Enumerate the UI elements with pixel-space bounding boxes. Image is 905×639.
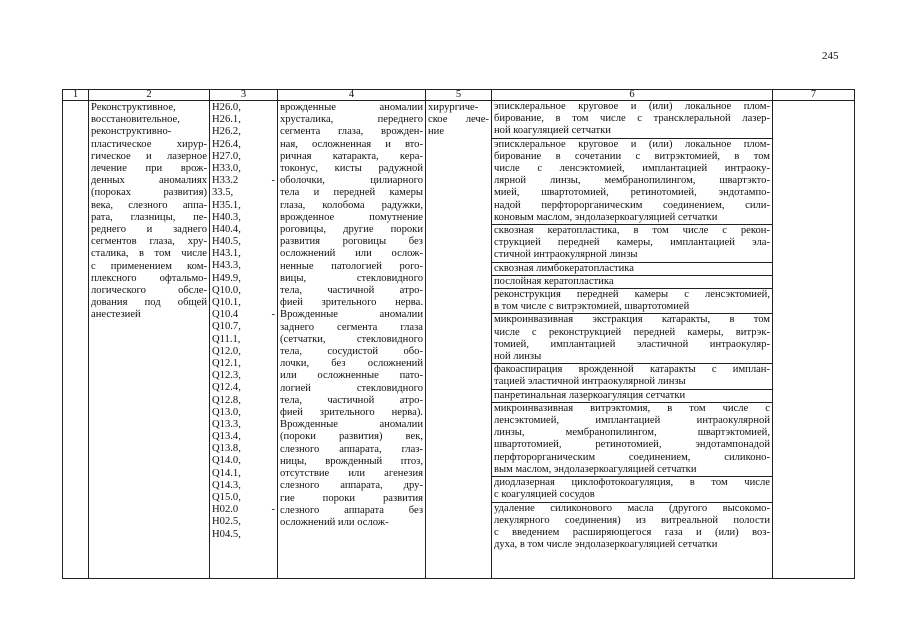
icd-code: Q10.1, xyxy=(212,297,241,308)
treatment-method-line: эписклеральное круговое и (или) локальное плом- xyxy=(494,101,770,112)
diagnosis-line: вицы, стекловидного xyxy=(280,272,423,284)
treatment-type-line: хирургиче- xyxy=(428,102,479,113)
care-type-line: гическое и лазерное xyxy=(91,150,207,162)
diagnosis-line: фией зрительного нерва). xyxy=(280,407,423,419)
diagnosis-line: тела, частичной атро- xyxy=(280,394,423,406)
care-type-line: рата, глазницы, пе- xyxy=(91,211,207,223)
treatment-method-line: ной коагуляцией сетчатки xyxy=(494,125,611,137)
treatment-method xyxy=(492,477,772,502)
icd-code: H04.5, xyxy=(212,528,241,540)
icd-code: Q12.3, xyxy=(212,370,241,382)
treatment-method-line: вым маслом, эндолазеркоагуляцией сетчатки xyxy=(494,463,697,475)
treatment-method-line: духа, в том числе эндолазеркоагуляцией сетчатки xyxy=(494,539,718,551)
icd-code: Q14.0, xyxy=(212,455,241,467)
diagnosis-line: Врожденные аномалии xyxy=(280,419,423,431)
diagnosis-line: осложнений или ослож- xyxy=(280,516,389,528)
care-type-line: плексного офтальмо- xyxy=(91,272,207,284)
treatment-method-line: сквозная кератопластика, в том числе с рекон- xyxy=(494,225,770,237)
treatment-method-line: бирование, в том числе с трансклеральной лазер- xyxy=(494,113,770,125)
diagnosis-line: токонус, кисты радужной xyxy=(280,163,423,175)
icd-code: H33.0, xyxy=(212,162,241,174)
table-row xyxy=(63,101,855,579)
diagnosis-line: развития роговицы без xyxy=(280,236,423,248)
icd-code: Q13.8, xyxy=(212,443,241,455)
treatment-methods-list xyxy=(492,101,772,551)
treatment-method xyxy=(492,503,772,552)
diagnosis-line: слезного аппарата, глаз- xyxy=(280,443,423,455)
diagnosis-line: (сетчатки, стекловидного xyxy=(280,333,423,345)
treatment-method-line: тацией эластичной интраокулярной линзы xyxy=(494,376,686,388)
icd-code: Q13.0, xyxy=(212,406,241,418)
diagnosis-line: осложнений или ослож- xyxy=(280,248,423,260)
treatment-method xyxy=(492,139,772,225)
icd-code: H35.1, xyxy=(212,199,241,211)
treatment-method xyxy=(492,289,772,314)
icd-code: Q11.1, xyxy=(212,333,241,345)
icd-code: 33.5, xyxy=(212,187,234,199)
diagnosis-line: или осложненные пато- xyxy=(280,370,423,382)
icd-code: H26.0, xyxy=(212,102,241,113)
diagnosis-line: слезного аппарата, дру- xyxy=(280,480,423,492)
icd-code: H02.5, xyxy=(212,516,241,528)
diagnosis-line: отсутствие или агенезия xyxy=(280,468,423,480)
icd-code: Q10.0, xyxy=(212,284,241,296)
treatment-method xyxy=(492,101,772,139)
treatment-method-line: эписклеральное круговое и (или) локальное плом- xyxy=(494,138,770,150)
diagnosis-line: глаза, колобома радужки, xyxy=(280,199,423,211)
treatment-methods-cell xyxy=(492,101,773,579)
icd-code: H40.5, xyxy=(212,236,241,248)
treatment-method xyxy=(492,314,772,364)
treatment-method-line: сквозная лимбокератопластика xyxy=(494,262,634,274)
treatment-method-line: удаление силиконового масла (другого высокомо- xyxy=(494,502,770,514)
care-type-line: Реконструктивное, xyxy=(91,102,176,113)
care-type-line: пластическое хирур- xyxy=(91,138,207,150)
icd-code: Q14.3, xyxy=(212,479,241,491)
treatment-method-line: ной линзы xyxy=(494,351,542,363)
care-type-line: логического обсле- xyxy=(91,285,207,297)
treatment-method xyxy=(492,364,772,389)
care-type-line: (пороках развития) xyxy=(91,187,207,199)
row-number-cell xyxy=(63,101,89,579)
diagnosis-line: ненные патологией рого- xyxy=(280,260,423,272)
treatment-type-text xyxy=(428,102,489,139)
care-type-line: дования под общей xyxy=(91,297,207,309)
diagnosis-line: логией стекловидного xyxy=(280,382,423,394)
icd-code: H02.0 - xyxy=(212,504,275,516)
diagnosis-line: тела, сосудистой обо- xyxy=(280,346,423,358)
header-cell-1: 1 xyxy=(63,90,89,101)
care-type-line: сегментов глаза, хру- xyxy=(91,236,207,248)
treatment-method-line: швартотомией, ретинотомией, эндотампонадой xyxy=(494,439,770,451)
care-type-line: реконструктивно- xyxy=(91,126,172,138)
treatment-method xyxy=(492,403,772,477)
treatment-method-line: линзы, мембранопилингом, швартэктомией, xyxy=(494,427,770,439)
treatment-method-line: в том числе с витрэктомией, швартотомией xyxy=(494,301,690,313)
icd-code: Q10.7, xyxy=(212,321,241,333)
icd-code: Q13.3, xyxy=(212,418,241,430)
diagnosis-line: Врожденные аномалии xyxy=(280,309,423,321)
treatment-method-line: диодлазерная циклофотокоагуляция, в том числе xyxy=(494,477,770,489)
diagnosis-line: оболочки, цилиарного xyxy=(280,175,423,187)
diagnosis-line: (пороки развития) век, xyxy=(280,431,423,443)
diagnosis-line: заднего сегмента глаза xyxy=(280,321,423,333)
header-row xyxy=(63,90,855,101)
treatment-method-line: факоаспирация врожденной катаракты с имплан- xyxy=(494,364,770,376)
treatment-method-line: лекулярного соединения) из витреальной полости xyxy=(494,514,770,526)
header-cell-7: 7 xyxy=(773,90,855,101)
treatment-method xyxy=(492,276,772,289)
treatment-method-line: перфторорганическим соединением, силиконо- xyxy=(494,451,770,463)
icd-code: Q10.4 - xyxy=(212,309,275,321)
treatment-method-line: послойная кератопластика xyxy=(494,275,614,287)
treatment-method-line: коновым маслом, эндолазеркоагуляцией сетчатки xyxy=(494,211,718,223)
treatment-method-line: томией, имплантацией эластичной интраокуляр- xyxy=(494,338,770,350)
header-cell-6: 6 xyxy=(492,90,773,101)
page-number: 245 xyxy=(822,50,839,62)
diagnosis-line: сегмента глаза, врожден- xyxy=(280,126,423,138)
icd-code: Q15.0, xyxy=(212,492,241,503)
diagnosis-line: ная, осложненная и вто- xyxy=(280,138,423,150)
diagnosis-text xyxy=(280,102,423,529)
care-type-text xyxy=(91,102,207,322)
treatment-method-line: струкцией передней камеры, имплантацией эла- xyxy=(494,237,770,249)
treatment-method-line: с введением расширяющегося газа и (или) воз- xyxy=(494,526,770,538)
diagnosis-line: лочки, без осложнений xyxy=(280,358,423,370)
care-type-line: лечение при врож- xyxy=(91,163,207,175)
treatment-method-line: лярной линзы, мембранопилингом, швартэкто- xyxy=(494,175,770,187)
treatment-method-line: микроинвазивная экстракция катаракты, в том xyxy=(494,314,770,326)
diagnosis-line: врожденное помутнение xyxy=(280,211,423,223)
icd-code: H33.2 - xyxy=(212,175,275,187)
diagnosis-line: слезного аппарата без xyxy=(280,504,423,516)
icd-code: Q13.4, xyxy=(212,431,241,443)
care-type-line: сталика, в том числе xyxy=(91,248,207,260)
diagnosis-cell xyxy=(278,101,426,579)
care-type-line: анестезией xyxy=(91,309,141,321)
header-cell-3: 3 xyxy=(210,90,278,101)
icd-code: H43.1, xyxy=(212,248,241,260)
icd-code: Q14.1, xyxy=(212,467,241,479)
icd-code: H26.1, xyxy=(212,114,241,126)
care-type-line: века, слезного аппа- xyxy=(91,199,207,211)
medical-care-table xyxy=(62,89,855,579)
diagnosis-line: тела, частичной атро- xyxy=(280,285,423,297)
care-type-cell xyxy=(89,101,210,579)
cost-cell xyxy=(773,101,855,579)
care-type-line: восстановительное, xyxy=(91,114,180,126)
icd-code: Q12.4, xyxy=(212,382,241,394)
treatment-method-line: стичной интраокулярной линзы xyxy=(494,249,638,261)
icd-code: Q12.1, xyxy=(212,357,241,369)
diagnosis-line: врожденные аномалии xyxy=(280,102,423,113)
treatment-method xyxy=(492,263,772,276)
header-cell-4: 4 xyxy=(278,90,426,101)
diagnosis-line: гие пороки развития xyxy=(280,492,423,504)
icd-code: Q12.0, xyxy=(212,345,241,357)
treatment-method-line: с коагуляцией сосудов xyxy=(494,489,595,501)
treatment-method-line: панретинальная лазеркоагуляция сетчатки xyxy=(494,389,686,401)
diagnosis-line: ницы, врожденный птоз, xyxy=(280,455,423,467)
icd-code: Q12.8, xyxy=(212,394,241,406)
treatment-method-line: числе с реконструкцией передней камеры, витрэк- xyxy=(494,326,770,338)
icd-codes-cell xyxy=(210,101,278,579)
diagnosis-line: ричная катаракта, кера- xyxy=(280,150,423,162)
treatment-method-line: надой перфторорганическим соединением, сили- xyxy=(494,199,770,211)
treatment-method-line: реконструкция передней камеры с ленсэктомией, xyxy=(494,289,770,301)
diagnosis-line: роговицы, другие пороки xyxy=(280,224,423,236)
icd-code: H49.9, xyxy=(212,272,241,284)
header-cell-5: 5 xyxy=(426,90,492,101)
icd-code: H40.4, xyxy=(212,223,241,235)
icd-codes-list xyxy=(212,102,275,541)
care-type-line: денных аномалиях xyxy=(91,175,207,187)
diagnosis-line: фией зрительного нерва. xyxy=(280,297,423,309)
diagnosis-line: тела и передней камеры xyxy=(280,187,423,199)
treatment-method-line: бирование в сочетании с витрэктомией, в том xyxy=(494,150,770,162)
header-cell-2: 2 xyxy=(89,90,210,101)
treatment-method-line: мией, швартотомией, ретинотомией, эндотампо- xyxy=(494,187,770,199)
treatment-type-line: ние xyxy=(428,126,445,138)
icd-code: H26.4, xyxy=(212,138,241,150)
diagnosis-line: хрусталика, переднего xyxy=(280,114,423,126)
treatment-method-line: ленсэктомией, имплантацией интраокулярной xyxy=(494,415,770,427)
treatment-method xyxy=(492,225,772,263)
icd-code: H26.2, xyxy=(212,126,241,138)
treatment-type-line: ское лече- xyxy=(428,114,489,126)
treatment-type-cell xyxy=(426,101,492,579)
icd-code: H40.3, xyxy=(212,211,241,223)
treatment-method-line: микроинвазивная витрэктомия, в том числе с xyxy=(494,402,770,414)
treatment-method xyxy=(492,390,772,403)
care-type-line: с применением ком- xyxy=(91,260,207,272)
care-type-line: реднего и заднего xyxy=(91,224,207,236)
icd-code: H43.3, xyxy=(212,260,241,272)
icd-code: H27.0, xyxy=(212,150,241,162)
treatment-method-line: числе с ленсэктомией, имплантацией интраоку- xyxy=(494,163,770,175)
